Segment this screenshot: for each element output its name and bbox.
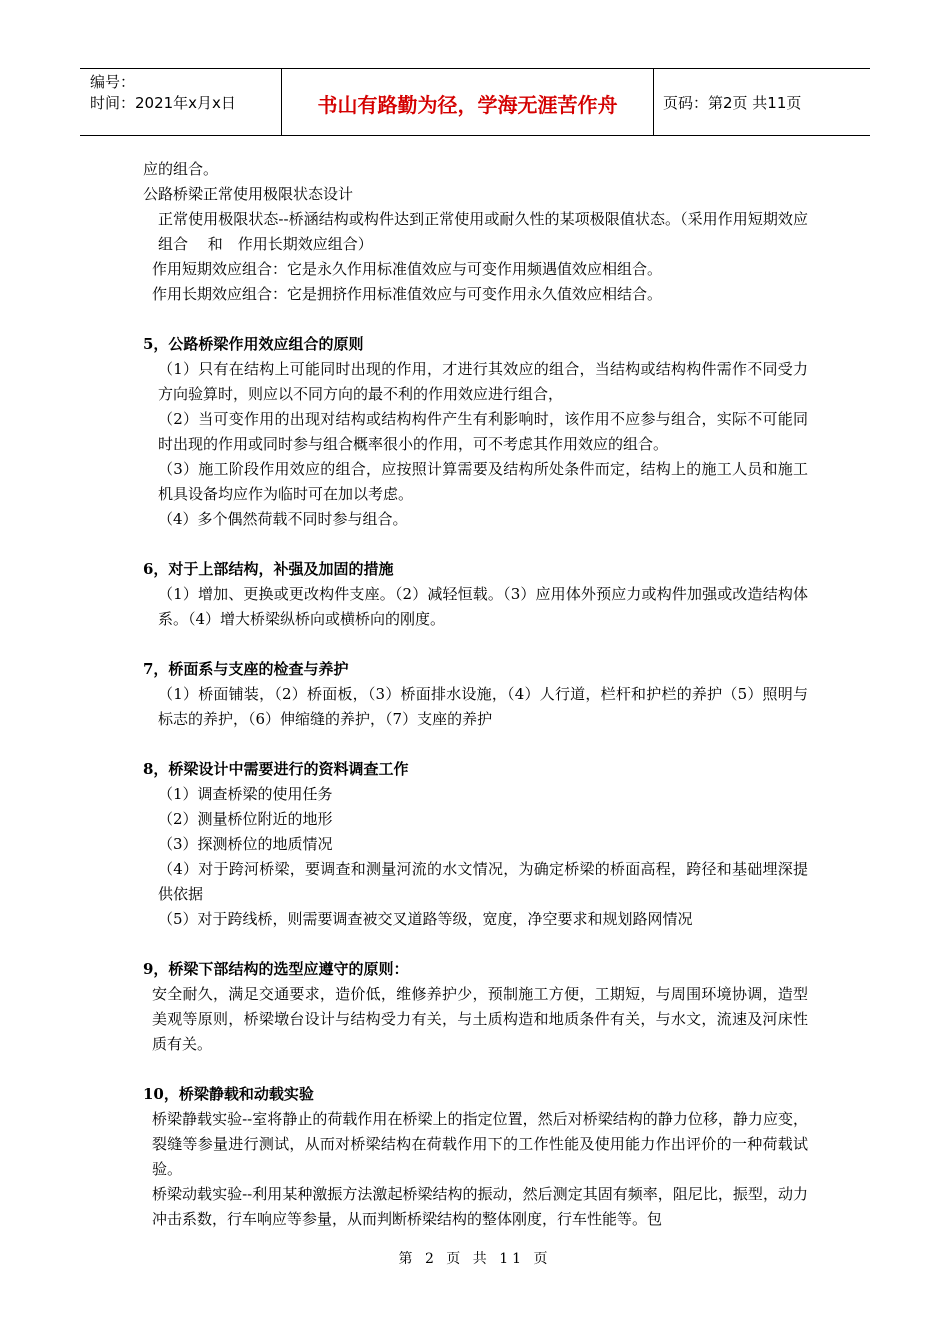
paragraph-gap xyxy=(143,732,808,757)
paragraph-gap xyxy=(143,632,808,657)
body-paragraph: （3）施工阶段作用效应的组合，应按照计算需要及结构所处条件而定，结构上的施工人员和施工机具设备均应作为临时可在加以考虑。 xyxy=(158,460,808,503)
document-number-label: 编号： xyxy=(90,73,136,91)
body-paragraph: 正常使用极限状态--桥涵结构或构件达到正常使用或耐久性的某项极限值状态。（采用作用短期效应组合 和 作用长期效应组合） xyxy=(158,210,808,253)
body-paragraph: （2）测量桥位附近的地形 xyxy=(158,810,333,828)
header-page-code: 页码：第2页 共11页 xyxy=(663,93,802,112)
body-paragraph: 安全耐久，满足交通要求，造价低，维修养护少，预制施工方便，工期短，与周围环境协调，造型美观等原则，桥梁墩台设计与结构受力有关，与土质构造和地质条件有关，与水文，流速及河床性质有关。 xyxy=(152,985,808,1053)
header-motto: 书山有路勤为径，学海无涯苦作舟 xyxy=(282,69,654,135)
paragraph-gap xyxy=(143,1057,808,1082)
paragraph-gap xyxy=(143,932,808,957)
section-heading: 5，公路桥梁作用效应组合的原则 xyxy=(143,335,364,353)
section-heading: 8，桥梁设计中需要进行的资料调查工作 xyxy=(143,760,409,778)
body-paragraph: （1）只有在结构上可能同时出现的作用，才进行其效应的组合，当结构或结构构件需作不同受力方向验算时，则应以不同方向的最不利的作用效应进行组合， xyxy=(158,360,808,403)
document-body xyxy=(143,157,808,1232)
section-heading: 9，桥梁下部结构的选型应遵守的原则： xyxy=(143,960,409,978)
body-paragraph: 桥梁动载实验--利用某种激振方法激起桥梁结构的振动，然后测定其固有频率，阻尼比，振型，动力冲击系数，行车响应等参量，从而判断桥梁结构的整体刚度，行车性能等。包 xyxy=(152,1185,808,1228)
paragraph-gap xyxy=(143,532,808,557)
body-paragraph: （2）当可变作用的出现对结构或结构构件产生有利影响时，该作用不应参与组合，实际不可能同时出现的作用或同时参与组合概率很小的作用，可不考虑其作用效应的组合。 xyxy=(158,410,808,453)
header-meta xyxy=(80,69,282,135)
document-date: 时间：2021年x月x日 xyxy=(90,94,236,112)
page-footer: 第 2 页 共 11 页 xyxy=(398,1251,552,1267)
body-paragraph: 公路桥梁正常使用极限状态设计 xyxy=(143,185,354,203)
section-heading: 7，桥面系与支座的检查与养护 xyxy=(143,660,349,678)
section-heading: 6，对于上部结构，补强及加固的措施 xyxy=(143,560,394,578)
page-header xyxy=(80,68,870,136)
body-paragraph: 作用长期效应组合：它是拥挤作用标准值效应与可变作用永久值效应相结合。 xyxy=(152,285,663,303)
body-paragraph: 应的组合。 xyxy=(143,160,219,178)
body-paragraph: （1）增加、更换或更改构件支座。（2）减轻恒载。（3）应用体外预应力或构件加强或改造结构体系。（4）增大桥梁纵桥向或横桥向的刚度。 xyxy=(158,585,808,628)
body-paragraph: （4）对于跨河桥梁，要调查和测量河流的水文情况，为确定桥梁的桥面高程，跨径和基础埋深提供依据 xyxy=(158,860,808,903)
body-paragraph: （1）调查桥梁的使用任务 xyxy=(158,785,333,803)
section-heading: 10，桥梁静载和动载实验 xyxy=(143,1085,314,1103)
body-paragraph: 桥梁静载实验--室将静止的荷载作用在桥梁上的指定位置，然后对桥梁结构的静力位移，静力应变，裂缝等参量进行测试，从而对桥梁结构在荷载作用下的工作性能及使用能力作出评价的一种荷载试验。 xyxy=(152,1110,808,1178)
body-paragraph: （1）桥面铺装，（2）桥面板，（3）桥面排水设施，（4）人行道，栏杆和护栏的养护（5）照明与标志的养护，（6）伸缩缝的养护，（7）支座的养护 xyxy=(158,685,808,728)
paragraph-gap xyxy=(143,307,808,332)
body-paragraph: 作用短期效应组合：它是永久作用标准值效应与可变作用频遇值效应相组合。 xyxy=(152,260,663,278)
body-paragraph: （5）对于跨线桥，则需要调查被交叉道路等级，宽度，净空要求和规划路网情况 xyxy=(158,910,693,928)
body-paragraph: （4）多个偶然荷载不同时参与组合。 xyxy=(158,510,408,528)
body-paragraph: （3）探测桥位的地质情况 xyxy=(158,835,333,853)
